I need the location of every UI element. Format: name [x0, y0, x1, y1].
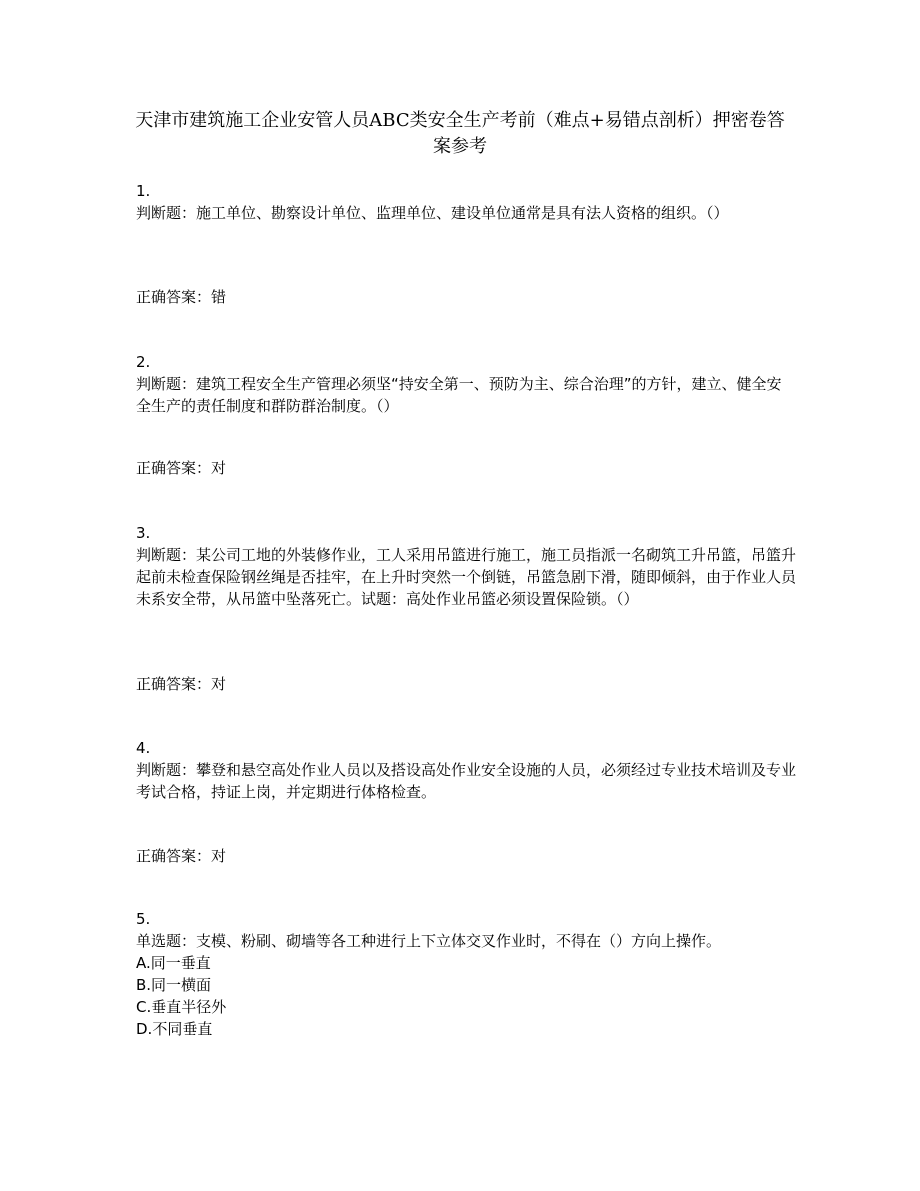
question-1 — [136, 180, 796, 224]
question-number: 2. — [136, 353, 151, 371]
option-d: D.不同垂直 — [136, 1020, 213, 1038]
question-number: 5. — [136, 910, 151, 928]
question-stem: 单选题：支模、粉刷、砌墙等各工种进行上下立体交叉作业时，不得在（）方向上操作。 — [136, 932, 722, 950]
answer-3: 正确答案：对 — [136, 675, 227, 693]
question-number: 1. — [136, 182, 151, 200]
document-title: 天津市建筑施工企业安管人员ABC类安全生产考前（难点+易错点剖析）押密卷答案参考 — [135, 110, 785, 157]
question-4 — [136, 737, 796, 803]
option-a: A.同一垂直 — [136, 954, 211, 972]
question-2 — [136, 351, 796, 417]
question-stem: 判断题：建筑工程安全生产管理必须坚“持安全第一、预防为主、综合治理”的方针，建立、健全安全生产的责任制度和群防群治制度。（） — [136, 375, 782, 415]
answer-1: 正确答案：错 — [136, 288, 227, 306]
question-5 — [136, 908, 796, 1040]
question-number: 3. — [136, 524, 151, 542]
question-3 — [136, 522, 796, 610]
option-b: B.同一横面 — [136, 976, 212, 994]
question-stem: 判断题：攀登和悬空高处作业人员以及搭设高处作业安全设施的人员，必须经过专业技术培训及专业考试合格，持证上岗，并定期进行体格检查。 — [136, 761, 797, 801]
answer-2: 正确答案：对 — [136, 459, 227, 477]
option-c: C.垂直半径外 — [136, 998, 227, 1016]
question-stem: 判断题：某公司工地的外装修作业，工人采用吊篮进行施工，施工员指派一名砌筑工升吊篮，吊篮升起前未检查保险钢丝绳是否挂牢，在上升时突然一个倒链，吊篮急剧下滑，随即倾斜，由于作业人员未系安全带，从吊篮中坠落死亡。试题：高处作业吊篮必须设置保险锁。（） — [136, 546, 797, 608]
answer-4: 正确答案：对 — [136, 847, 227, 865]
question-stem: 判断题：施工单位、勘察设计单位、监理单位、建设单位通常是具有法人资格的组织。（） — [136, 204, 729, 222]
question-number: 4. — [136, 739, 151, 757]
